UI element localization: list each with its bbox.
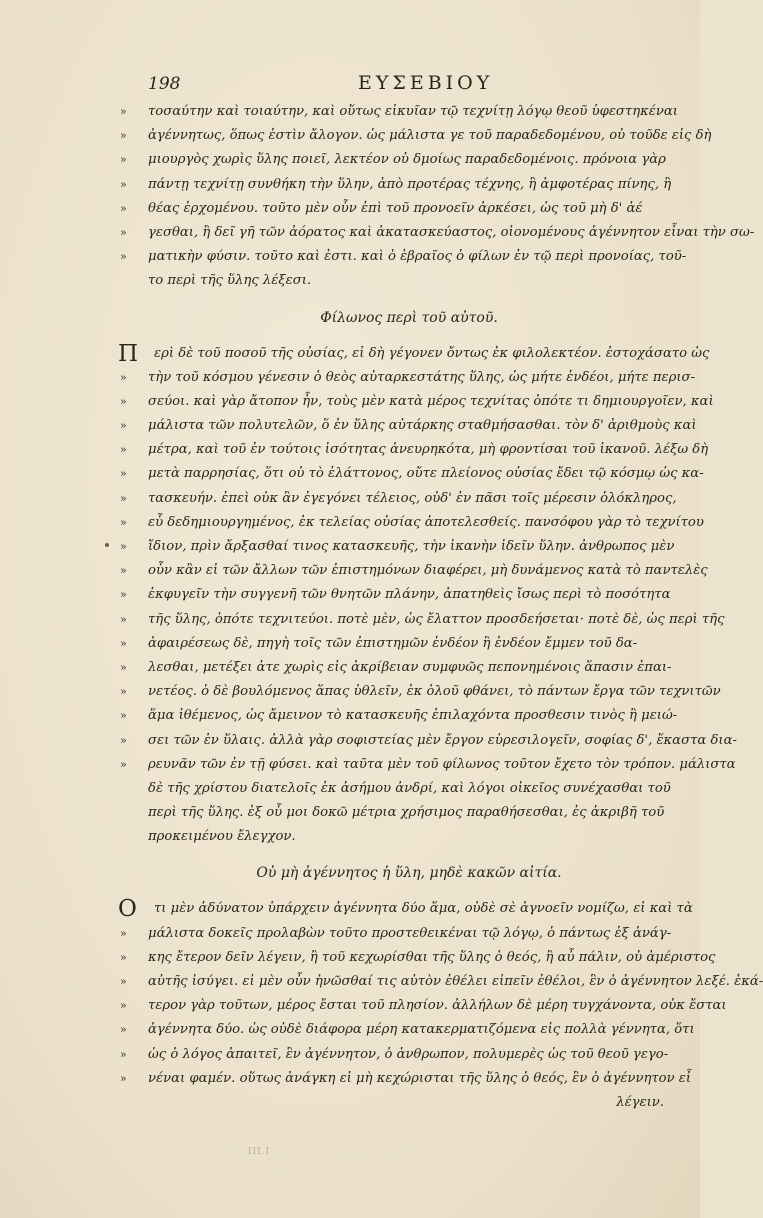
text-line <box>120 535 675 559</box>
initial-letter: Π <box>118 340 139 367</box>
quote-mark: » <box>120 515 127 529</box>
line-text: θέας ἐρχομένου. τοῦτο μὲν οὖν ἐπὶ τοῦ προνοεῖν ἀρκέσει, ὡς τοῦ μὴ δ' ἀέ <box>148 200 643 216</box>
line-text: ἀφαιρέσεως δὲ, πηγὴ τοῖς τῶν ἐπιστημῶν ἐνδέον ἢ ἐνδέον ἔμμεν τοῦ δα- <box>148 635 638 651</box>
quotation-block-2 <box>118 340 737 850</box>
line-text: τοσαύτην καὶ τοιαύτην, καὶ οὕτως εἰκυῖαν τῷ τεχνίτῃ λόγῳ θεοῦ ὑφεστηκέναι <box>148 104 678 119</box>
text-line-final <box>148 1091 670 1115</box>
running-head: ΕΥΣΕΒΙΟΥ <box>358 72 494 94</box>
text-line <box>120 946 716 970</box>
line-text: τι μὲν ἀδύνατον ὑπάρχειν ἀγέννητα δύο ἅμα, οὐδὲ σὲ ἀγνοεῖν νομίζω, εἰ καὶ τὰ <box>154 901 693 917</box>
quote-mark: » <box>120 612 127 626</box>
text-line <box>148 777 670 801</box>
text-line <box>120 1043 670 1067</box>
line-text: ὡς ὁ λόγος ἀπαιτεῖ, ἓν ἀγέννητον, ὁ ἀνθρωπον, πολυμερὲς ὡς τοῦ θεοῦ γεγο- <box>148 1046 669 1062</box>
text-line <box>120 970 763 994</box>
text-line <box>120 100 678 124</box>
section-heading-philo: Φίλωνος περὶ τοῦ αὐτοῦ. <box>320 309 498 326</box>
quotation-block-3 <box>118 896 763 1115</box>
line-text: τῆς ὕλης, ὁπότε τεχνιτεύοι. ποτὲ μὲν, ὡς ἔλαττον προσδεήσεται· ποτὲ δὲ, ὡς περὶ τῆς <box>148 611 725 627</box>
line-text: μάλιστα δοκεῖς προλαβὼν τοῦτο προστεθεικέναι τῷ λόγῳ, ὁ πάντως ἐξ ἀνάγ- <box>148 925 672 941</box>
line-text: μετὰ παρρησίας, ὅτι οὐ τὸ ἐλάττονος, οὔτε πλείονος οὐσίας ἔδει τῷ κόσμῳ ὡς κα- <box>148 466 704 482</box>
line-text: το περὶ τῆς ὕλης λέξεσι. <box>148 273 312 289</box>
text-line <box>120 922 672 946</box>
line-text: περὶ τῆς ὕλης. ἐξ οὗ μοι δοκῶ μέτρια χρήσιμος παραθήσεσθαι, ἐς ἀκριβῆ τοῦ <box>148 805 665 821</box>
line-text: τερον γὰρ τοῦτων, μέρος ἔσται τοῦ πλησίον. ἀλλήλων δὲ μέρη τυγχάνοντα, οὐκ ἔσται <box>148 998 727 1014</box>
text-line <box>148 269 670 293</box>
quote-mark: » <box>120 467 127 481</box>
text-line <box>118 896 693 923</box>
quote-mark: » <box>120 636 127 650</box>
text-line <box>120 994 727 1018</box>
line-text: δὲ τῆς χρίστου διατελοῖς ἐκ ἀσήμου ἀνδρί, καὶ λόγοι οἰκεῖος συνέχασθαι τοῦ <box>148 780 671 796</box>
page-number: 198 <box>148 74 181 94</box>
text-line <box>120 221 755 245</box>
text-line <box>120 608 725 632</box>
text-column <box>118 100 763 1115</box>
text-line <box>118 340 710 367</box>
text-line <box>120 753 736 777</box>
line-text: νέναι φαμέν. οὕτως ἀνάγκη εἰ μὴ κεχώρισται τῆς ὕλης ὁ θεός, ἓν ὁ ἀγέννητον εἶ <box>148 1070 692 1086</box>
text-line <box>120 366 696 390</box>
quote-mark: » <box>120 250 127 264</box>
line-text: μάλιστα τῶν πολυτελῶν, ὅ ἐν ὕλης αὐτάρκης σταθμήσασθαι. τὸν δ' ἀριθμοὺς καὶ <box>148 418 697 434</box>
line-text: κης ἔτερον δεῖν λέγειν, ἢ τοῦ κεχωρίσθαι τῆς ὕλης ὁ θεός, ἢ αὖ πάλιν, οὐ ἀμέριστος <box>148 949 716 965</box>
line-text: μέτρα, καὶ τοῦ ἐν τούτοις ἰσότητας ἀνευρηκότα, μὴ φροντίσαι τοῦ ἱκανοῦ. λέξω δὴ <box>148 442 709 458</box>
signature-mark: III.I <box>248 1147 271 1157</box>
section-heading-matter: Οὐ μὴ ἀγέννητος ἡ ὕλη, μηδὲ κακῶν αἰτία. <box>256 865 562 882</box>
line-text: ἅμα ἰθέμενος, ὡς ἄμεινον τὸ κατασκευῆς ἐπιλαχόντα προσθεσιν τινὸς ἢ μειώ- <box>148 708 678 724</box>
text-line <box>120 390 714 414</box>
text-line <box>120 438 709 462</box>
quote-mark: » <box>120 588 127 602</box>
text-line <box>148 801 670 825</box>
text-line <box>120 680 721 704</box>
quote-mark: » <box>120 660 127 674</box>
line-text: σει τῶν ἐν ὕλαις. ἀλλὰ γὰρ σοφιστείας μὲν ἔργον εὑρεσιλογεῖν, σοφίας δ', ἕκαστα δια- <box>148 732 737 748</box>
line-text: ἴδιον, πρὶν ἄρξασθαί τινος κατασκευῆς, τὴν ἱκανὴν ἰδεῖν ὕλην. ἀνθρωπος μὲν <box>148 539 675 554</box>
line-text: λέγειν. <box>616 1094 664 1110</box>
line-text: γεσθαι, ἢ δεῖ γῆ τῶν ἀόρατος καὶ ἀκατασκεύαστος, οἱονομένους ἀγέννητον εἶναι τὴν σω- <box>148 224 755 240</box>
quote-mark: » <box>120 129 127 143</box>
line-text: οὖν κἂν εἰ τῶν ἄλλων τῶν ἐπιστημόνων διαφέρει, μὴ δυνάμενος κατὰ τὸ παντελὲς <box>148 563 708 579</box>
quote-mark: » <box>120 564 127 578</box>
text-line <box>120 173 672 197</box>
quote-mark: » <box>120 394 127 408</box>
line-text: ἐκφυγεῖν τὴν συγγενῆ τῶν θνητῶν πλάνην, ἀπατηθεὶς ἴσως περὶ τὸ ποσότητα <box>148 587 671 603</box>
line-text: αὐτῆς ἰσύγει. εἰ μὲν οὖν ἡνῶσθαί τις αὐτὸν ἐθέλει εἰπεῖν ἐθέλοι, ἓν ὁ ἀγέννητον λεξέ. ἑκά- <box>148 974 763 989</box>
line-text: μιουργὸς χωρὶς ὕλης ποιεῖ, λεκτέον οὐ δμοίως παραδεδομένοις. πρόνοια γὰρ <box>148 152 666 168</box>
quote-mark: » <box>120 540 127 553</box>
text-line <box>120 511 704 535</box>
quote-mark: » <box>120 757 127 771</box>
text-line <box>120 559 708 583</box>
quote-mark: » <box>120 201 127 215</box>
quote-mark: » <box>120 419 127 433</box>
line-text: ἀγέννητως, ὅπως ἐστὶν ἄλογον. ὡς μάλιστα γε τοῦ παραδεδομένου, οὐ τοῦδε εἰς δὴ <box>148 128 712 144</box>
line-text: τασκευήν. ἐπεὶ οὐκ ἂν ἐγεγόνει τέλειος, οὐδ' ἐν πᾶσι τοῖς μέρεσιν ὁλόκληρος, <box>148 490 677 506</box>
line-text: ερὶ δὲ τοῦ ποσοῦ τῆς οὐσίας, εἰ δὴ γέγονεν ὄντως ἐκ φιλολεκτέον. ἐστοχάσατο ὡς <box>154 345 710 361</box>
text-line <box>120 462 704 486</box>
quote-mark: » <box>120 105 127 118</box>
quote-mark: » <box>120 153 127 167</box>
line-text: εὖ δεδημιουργημένος, ἐκ τελείας οὐσίας ἀποτελεσθείς. πανσόφου γὰρ τὸ τεχνίτου <box>148 514 704 530</box>
quote-mark: » <box>120 370 127 384</box>
quote-mark: » <box>120 733 127 747</box>
quote-mark: » <box>120 225 127 239</box>
quote-mark: » <box>120 491 127 505</box>
quote-mark: » <box>120 950 127 964</box>
line-text: πάντῃ τεχνίτῃ συνθήκη τὴν ὕλην, ἀπὸ προτέρας τέχνης, ἢ ἀμφοτέρας πίνης, ἢ <box>148 176 672 192</box>
text-line <box>120 487 677 511</box>
quote-mark: » <box>120 1023 127 1037</box>
line-text: ρευνᾶν τῶν ἐν τῇ φύσει. καὶ ταῦτα μὲν τοῦ φίλωνος τοῦτον ἔχετο τὸν τρόπον. μάλιστα <box>148 756 736 772</box>
line-text: λεσθαι, μετέξει ἀτε χωρὶς εἰς ἀκρίβειαν συμφυῶς πεπονημένοις ἅπασιν ἐπαι- <box>148 659 672 675</box>
quote-mark: » <box>120 685 127 699</box>
line-text: προκειμένου ἔλεγχον. <box>148 829 296 845</box>
quote-mark: » <box>120 1047 127 1061</box>
line-text: σεύοι. καὶ γὰρ ἄτοπον ἦν, τοὺς μὲν κατὰ μέρος τεχνίτας ὁπότε τι δημιουργοῖεν, καὶ <box>148 393 714 409</box>
text-line <box>120 656 672 680</box>
line-text: ἀγέννητα δύο. ὡς οὐδὲ διάφορα μέρη κατακερματιζόμενα εἰς πολλὰ γέννητα, ὅτι <box>148 1022 695 1038</box>
quote-mark: » <box>120 926 127 940</box>
line-text: ματικὴν φύσιν. τοῦτο καὶ ἐστι. καὶ ὁ ἑβραῖος ὁ φίλων ἐν τῷ περὶ προνοίας, τοῦ- <box>148 249 687 265</box>
text-line <box>120 124 712 148</box>
text-line <box>120 197 670 221</box>
quote-mark: » <box>120 975 127 988</box>
text-line <box>148 825 670 849</box>
quote-mark: » <box>120 709 127 723</box>
quotation-block-1 <box>120 100 755 294</box>
text-line <box>120 583 671 607</box>
text-line <box>120 1018 695 1042</box>
page-header <box>148 74 528 98</box>
line-text: νετέος. ὁ δὲ βουλόμενος ἅπας ὑθλεῖν, ἐκ ὁλοῦ φθάνει, τὸ πάντων ἔργα τῶν τεχνιτῶν <box>148 684 721 700</box>
text-line <box>120 245 687 269</box>
text-line <box>120 414 697 438</box>
margin-mark <box>105 543 109 547</box>
initial-letter: Ο <box>118 896 137 923</box>
text-line <box>120 704 678 728</box>
text-line <box>120 1067 692 1091</box>
text-line <box>120 632 670 656</box>
line-text: τὴν τοῦ κόσμου γένεσιν ὁ θεὸς αὐταρκεστάτης ὕλης, ὡς μήτε ἐνδέοι, μήτε περισ- <box>148 369 696 385</box>
text-line <box>120 148 670 172</box>
quote-mark: » <box>120 443 127 457</box>
quote-mark: » <box>120 177 127 191</box>
quote-mark: » <box>120 1071 127 1085</box>
quote-mark: » <box>120 999 127 1013</box>
text-line <box>120 729 737 753</box>
